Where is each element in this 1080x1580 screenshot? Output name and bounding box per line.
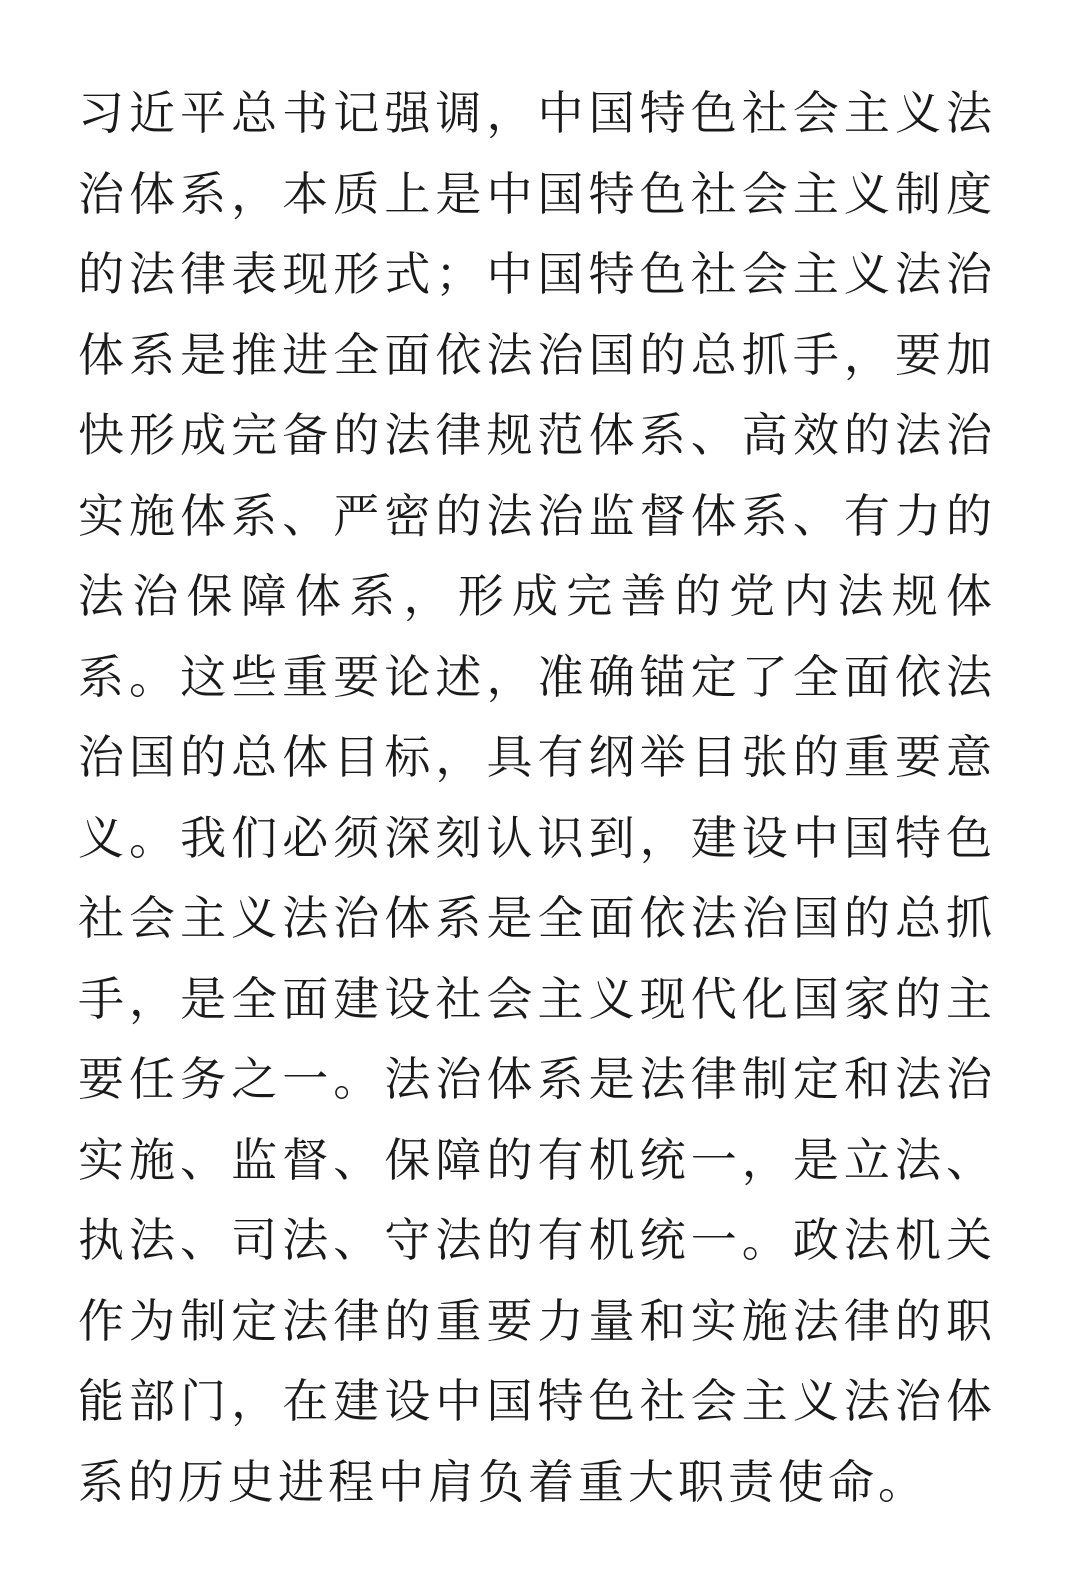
paragraph-line: 义。我们必须深刻认识到，建设中国特色 (78, 810, 996, 865)
paragraph-line: 系的历史进程中肩负着重大职责使命。 (78, 1454, 928, 1509)
paragraph-line: 要任务之一。法治体系是法律制定和法治 (78, 1052, 996, 1106)
paragraph-line: 治体系，本质上是中国特色社会主义制度 (78, 166, 996, 221)
paragraph-line: 作为制定法律的重要力量和实施法律的职 (78, 1293, 996, 1348)
paragraph-line: 系。这些重要论述，准确锚定了全面依法 (78, 649, 996, 704)
paragraph-line: 法治保障体系，形成完善的党内法规体 (78, 569, 996, 623)
paragraph-line: 习近平总书记强调，中国特色社会主义法 (78, 86, 996, 140)
paragraph-line: 体系是推进全面依法治国的总抓手，要加 (78, 327, 996, 382)
paragraph-line: 的法律表现形式；中国特色社会主义法治 (78, 247, 996, 301)
paragraph-line: 快形成完备的法律规范体系、高效的法治 (78, 408, 996, 462)
paragraph-line: 执法、司法、守法的有机统一。政法机关 (78, 1213, 996, 1267)
paragraph-line: 治国的总体目标，具有纲举目张的重要意 (78, 730, 996, 784)
paragraph-line: 社会主义法治体系是全面依法治国的总抓 (78, 891, 996, 945)
article-paragraph (78, 73, 996, 1522)
paragraph-line: 能部门，在建设中国特色社会主义法治体 (78, 1374, 996, 1428)
paragraph-line: 实施体系、严密的法治监督体系、有力的 (78, 488, 996, 543)
paragraph-line: 手，是全面建设社会主义现代化国家的主 (78, 971, 996, 1026)
paragraph-line: 实施、监督、保障的有机统一，是立法、 (78, 1132, 996, 1187)
